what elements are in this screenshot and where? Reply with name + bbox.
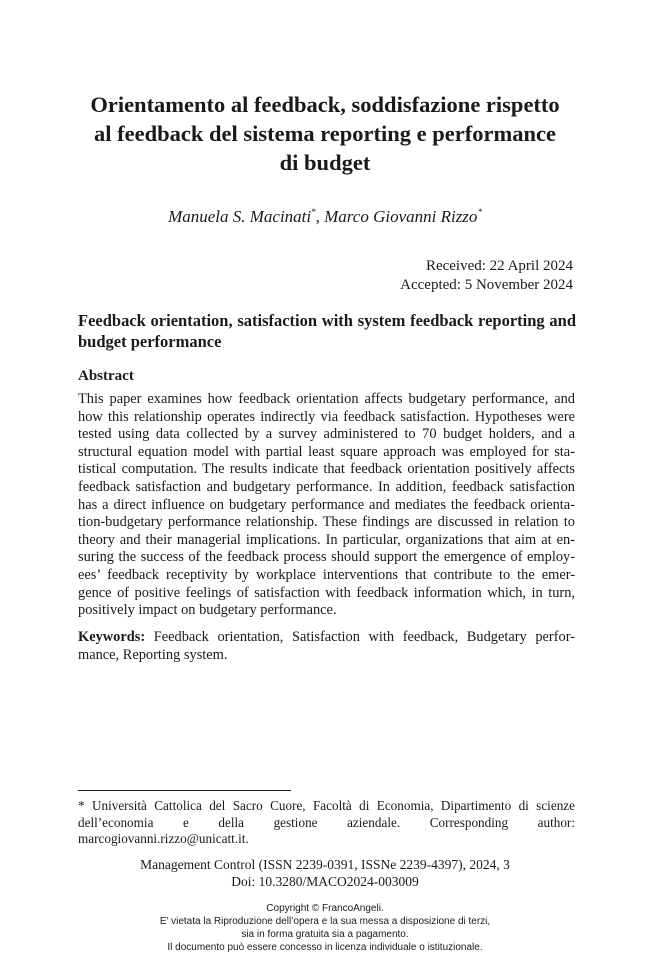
- title-line: di budget: [279, 150, 371, 175]
- english-title: [78, 310, 576, 352]
- title-line: al feedback del sistema reporting e performance: [94, 121, 556, 146]
- journal-doi: Doi: 10.3280/MACO2024-003009: [231, 874, 419, 889]
- keywords-line: [78, 629, 575, 647]
- title-line: Orientamento al feedback, soddisfazione rispetto: [90, 92, 560, 117]
- copyright-line: E’ vietata la Riproduzione dell’opera e la sua messa a disposizione di terzi,: [159, 916, 491, 927]
- accepted-date: Accepted: 5 November 2024: [400, 277, 573, 293]
- copyright-line: Il documento può essere concesso in licenza individuale o istituzionale.: [167, 942, 483, 953]
- english-title-line: Feedback orientation, satisfaction with system feedback reporting and: [78, 311, 576, 330]
- footnote-divider: [78, 790, 291, 791]
- footnote-line: dell’economia e della gestione aziendale. Corresponding author:: [78, 814, 575, 830]
- author-name: Marco Giovanni Rizzo: [324, 207, 478, 226]
- affiliation-mark: *: [477, 207, 482, 217]
- author-list: [0, 202, 650, 227]
- journal-info: [0, 856, 650, 890]
- abstract-line: tion-budgetary performance relationship. These findings are discussed in relation to: [78, 514, 575, 531]
- keywords-line: mance, Reporting system.: [78, 646, 228, 663]
- submission-dates: [400, 257, 573, 295]
- keywords: [78, 629, 575, 664]
- paper-title: [60, 90, 590, 177]
- keywords-label: Keywords:: [78, 629, 146, 645]
- abstract-line: This paper examines how feedback orientation affects budgetary performance, and: [78, 391, 575, 407]
- author-name: Manuela S. Macinati: [168, 207, 312, 226]
- author-separator: ,: [315, 207, 325, 226]
- footnote-line: * Università Cattolica del Sacro Cuore, Facoltà di Economia, Dipartimento di scienze: [78, 798, 575, 813]
- copyright-notice: [0, 902, 650, 954]
- abstract-line: ees’ feedback receptivity by workplace interventions that contribute to the emer-: [78, 566, 575, 583]
- abstract-line: how this relationship operates indirectly via feedback satisfaction. Hypotheses were: [78, 408, 575, 425]
- copyright-line: Copyright © FrancoAngeli.: [266, 903, 384, 914]
- abstract-line: tistical computation. The results indicate that feedback orientation positively affects: [78, 461, 575, 478]
- affiliation-footnote: [78, 798, 575, 848]
- copyright-line: sia in forma gratuita sia a pagamento.: [241, 929, 409, 940]
- affiliation-mark: *: [311, 207, 316, 217]
- received-date: Received: 22 April 2024: [425, 258, 573, 274]
- abstract-heading: Abstract: [78, 368, 134, 384]
- keywords-text: Feedback orientation, Satisfaction with feedback, Budgetary perfor-: [145, 629, 575, 645]
- abstract-line: gence of positive feelings of satisfaction with feedback information which, in turn,: [78, 584, 575, 601]
- abstract-line: positively impact on budgetary performance.: [78, 602, 337, 619]
- abstract-line: suring the success of the feedback process should support the emergence of employ-: [78, 549, 575, 566]
- abstract-line: has a direct influence on budgetary performance and mediates the feedback orienta-: [78, 496, 575, 513]
- abstract-line: structural equation model with partial least square approach was employed for sta-: [78, 443, 575, 460]
- english-title-line: budget performance: [78, 332, 222, 351]
- abstract-line: feedback satisfaction and budgetary performance. In addition, feedback satisfaction: [78, 478, 575, 495]
- abstract-body: [78, 391, 575, 620]
- journal-line: Management Control (ISSN 2239-0391, ISSNe 2239-4397), 2024, 3: [140, 857, 510, 872]
- abstract-line: tested using data collected by a survey administered to 70 budget holders, and a: [78, 426, 575, 443]
- footnote-line: marcogiovanni.rizzo@unicatt.it.: [78, 831, 249, 846]
- abstract-line: theory and their managerial implications. In particular, organizations that aim at en-: [78, 531, 575, 548]
